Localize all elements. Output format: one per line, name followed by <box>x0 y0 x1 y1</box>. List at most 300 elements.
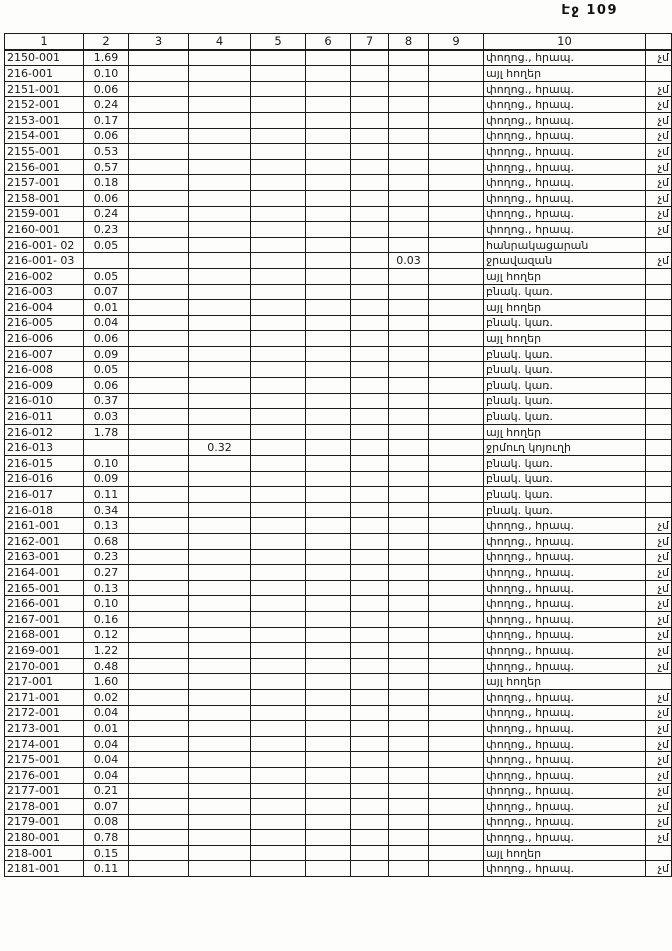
cell-col-7 <box>351 643 389 659</box>
cell-col-4 <box>189 845 251 861</box>
cell-col-2: 0.21 <box>84 783 129 799</box>
cell-col-5 <box>251 549 306 565</box>
cell-col-8 <box>389 705 429 721</box>
cell-col-9 <box>429 97 484 113</box>
table-row <box>5 456 672 472</box>
cell-col-6 <box>306 159 351 175</box>
cell-col-4 <box>189 580 251 596</box>
cell-col-3 <box>129 736 189 752</box>
cell-col-9 <box>429 253 484 269</box>
table-row <box>5 190 672 206</box>
cell-col-1: 216-010 <box>5 393 84 409</box>
cell-col-6 <box>306 814 351 830</box>
cell-col-10: փողոց., հրապ. <box>484 658 646 674</box>
cell-col-6 <box>306 144 351 160</box>
cell-col-3 <box>129 206 189 222</box>
cell-col-3 <box>129 50 189 66</box>
column-header: 2 <box>84 34 129 50</box>
cell-col-8 <box>389 674 429 690</box>
cell-col-5 <box>251 393 306 409</box>
table-row <box>5 611 672 627</box>
table-row <box>5 721 672 737</box>
cell-col-6 <box>306 565 351 581</box>
cell-col-8 <box>389 128 429 144</box>
cell-col-1: 216-011 <box>5 409 84 425</box>
cell-col-7 <box>351 268 389 284</box>
cell-col-3 <box>129 721 189 737</box>
cell-col-2: 0.06 <box>84 128 129 144</box>
cell-col-7 <box>351 300 389 316</box>
cell-col-6 <box>306 534 351 550</box>
cell-col-3 <box>129 674 189 690</box>
cell-col-5 <box>251 502 306 518</box>
cell-col-6 <box>306 284 351 300</box>
cell-col-2: 1.60 <box>84 674 129 690</box>
cell-col-5 <box>251 362 306 378</box>
margin-annotation <box>646 845 672 861</box>
cell-col-6 <box>306 50 351 66</box>
table-row <box>5 674 672 690</box>
cell-col-7 <box>351 315 389 331</box>
cell-col-5 <box>251 409 306 425</box>
cell-col-10: բնակ. կառ. <box>484 378 646 394</box>
cell-col-8: 0.03 <box>389 253 429 269</box>
cell-col-3 <box>129 658 189 674</box>
cell-col-4 <box>189 128 251 144</box>
cell-col-7 <box>351 814 389 830</box>
cell-col-2: 0.08 <box>84 814 129 830</box>
cell-col-8 <box>389 315 429 331</box>
cell-col-1: 216-003 <box>5 284 84 300</box>
table-row <box>5 424 672 440</box>
cell-col-4 <box>189 97 251 113</box>
cell-col-8 <box>389 50 429 66</box>
cell-col-6 <box>306 378 351 394</box>
margin-annotation: չմ <box>646 814 672 830</box>
cell-col-9 <box>429 721 484 737</box>
cell-col-1: 216-012 <box>5 424 84 440</box>
cell-col-7 <box>351 222 389 238</box>
table-row <box>5 378 672 394</box>
cell-col-3 <box>129 456 189 472</box>
cell-col-7 <box>351 378 389 394</box>
cell-col-2: 0.10 <box>84 66 129 82</box>
margin-annotation: չմ <box>646 144 672 160</box>
cell-col-5 <box>251 487 306 503</box>
cell-col-9 <box>429 424 484 440</box>
margin-annotation <box>646 440 672 456</box>
cell-col-7 <box>351 284 389 300</box>
cell-col-4 <box>189 144 251 160</box>
cell-col-6 <box>306 643 351 659</box>
cell-col-6 <box>306 721 351 737</box>
cell-col-1: 2168-001 <box>5 627 84 643</box>
cell-col-2: 0.34 <box>84 502 129 518</box>
cell-col-2: 0.27 <box>84 565 129 581</box>
cell-col-6 <box>306 752 351 768</box>
cell-col-5 <box>251 66 306 82</box>
cell-col-9 <box>429 736 484 752</box>
cell-col-9 <box>429 518 484 534</box>
cell-col-1: 216-002 <box>5 268 84 284</box>
cell-col-4 <box>189 518 251 534</box>
cell-col-6 <box>306 705 351 721</box>
cell-col-4 <box>189 66 251 82</box>
cell-col-10: այլ հողեր <box>484 300 646 316</box>
cell-col-10: փողոց., հրապ. <box>484 565 646 581</box>
cell-col-7 <box>351 611 389 627</box>
cell-col-8 <box>389 237 429 253</box>
cell-col-4 <box>189 674 251 690</box>
cell-col-5 <box>251 424 306 440</box>
cell-col-10: փողոց., հրապ. <box>484 206 646 222</box>
table-row <box>5 409 672 425</box>
cell-col-5 <box>251 346 306 362</box>
cell-col-1: 2150-001 <box>5 50 84 66</box>
cell-col-2: 0.78 <box>84 830 129 846</box>
cell-col-2: 0.04 <box>84 767 129 783</box>
cell-col-10: փողոց., հրապ. <box>484 159 646 175</box>
cell-col-9 <box>429 190 484 206</box>
cell-col-7 <box>351 627 389 643</box>
cell-col-5 <box>251 440 306 456</box>
cell-col-4 <box>189 799 251 815</box>
cell-col-2: 0.06 <box>84 331 129 347</box>
cell-col-6 <box>306 409 351 425</box>
cell-col-3 <box>129 393 189 409</box>
cell-col-6 <box>306 97 351 113</box>
cell-col-10: ջրավազան <box>484 253 646 269</box>
cell-col-10: այլ հողեր <box>484 674 646 690</box>
cell-col-3 <box>129 159 189 175</box>
table-row <box>5 534 672 550</box>
page-number-label: Էջ 109 <box>561 3 618 18</box>
table-row <box>5 580 672 596</box>
margin-annotation <box>646 346 672 362</box>
cell-col-10: փողոց., հրապ. <box>484 643 646 659</box>
cell-col-1: 2165-001 <box>5 580 84 596</box>
margin-annotation <box>646 300 672 316</box>
cell-col-1: 216-001- 03 <box>5 253 84 269</box>
cell-col-1: 216-009 <box>5 378 84 394</box>
cell-col-4 <box>189 658 251 674</box>
cell-col-2: 0.23 <box>84 222 129 238</box>
cell-col-9 <box>429 222 484 238</box>
cell-col-10: բնակ. կառ. <box>484 487 646 503</box>
cell-col-1: 2181-001 <box>5 861 84 877</box>
cell-col-8 <box>389 409 429 425</box>
cell-col-4 <box>189 378 251 394</box>
table-row <box>5 50 672 66</box>
cell-col-2: 0.04 <box>84 705 129 721</box>
cell-col-9 <box>429 128 484 144</box>
cell-col-5 <box>251 534 306 550</box>
cell-col-10: ջրմուղ կոյուղի <box>484 440 646 456</box>
column-header: 10 <box>484 34 646 50</box>
cell-col-8 <box>389 190 429 206</box>
cell-col-7 <box>351 144 389 160</box>
cell-col-5 <box>251 705 306 721</box>
cell-col-4 <box>189 861 251 877</box>
cell-col-9 <box>429 346 484 362</box>
cell-col-10: այլ հողեր <box>484 66 646 82</box>
cell-col-3 <box>129 362 189 378</box>
cell-col-9 <box>429 362 484 378</box>
cell-col-10: փողոց., հրապ. <box>484 799 646 815</box>
cell-col-9 <box>429 814 484 830</box>
cell-col-9 <box>429 627 484 643</box>
margin-annotation: չմ <box>646 128 672 144</box>
cell-col-8 <box>389 471 429 487</box>
cell-col-3 <box>129 378 189 394</box>
cell-col-6 <box>306 799 351 815</box>
table-row <box>5 300 672 316</box>
cell-col-5 <box>251 378 306 394</box>
cell-col-6 <box>306 346 351 362</box>
cell-col-8 <box>389 814 429 830</box>
cell-col-7 <box>351 721 389 737</box>
cell-col-9 <box>429 596 484 612</box>
cell-col-9 <box>429 440 484 456</box>
cell-col-8 <box>389 331 429 347</box>
cell-col-1: 216-001 <box>5 66 84 82</box>
margin-annotation <box>646 362 672 378</box>
cell-col-5 <box>251 222 306 238</box>
cell-col-8 <box>389 721 429 737</box>
cell-col-3 <box>129 66 189 82</box>
cell-col-9 <box>429 378 484 394</box>
cell-col-4 <box>189 814 251 830</box>
cell-col-1: 2171-001 <box>5 689 84 705</box>
cell-col-3 <box>129 268 189 284</box>
cell-col-2: 0.04 <box>84 752 129 768</box>
cell-col-7 <box>351 845 389 861</box>
table-row <box>5 830 672 846</box>
cell-col-6 <box>306 471 351 487</box>
cell-col-4 <box>189 190 251 206</box>
cell-col-3 <box>129 752 189 768</box>
cell-col-10: հանրակացարան <box>484 237 646 253</box>
margin-annotation: չմ <box>646 222 672 238</box>
cell-col-7 <box>351 175 389 191</box>
cell-col-7 <box>351 534 389 550</box>
cell-col-10: փողոց., հրապ. <box>484 580 646 596</box>
table-row <box>5 237 672 253</box>
cell-col-5 <box>251 674 306 690</box>
cell-col-10: փողոց., հրապ. <box>484 689 646 705</box>
cell-col-2: 0.01 <box>84 721 129 737</box>
table-row <box>5 97 672 113</box>
cell-col-8 <box>389 144 429 160</box>
cell-col-5 <box>251 159 306 175</box>
cell-col-5 <box>251 783 306 799</box>
cell-col-6 <box>306 549 351 565</box>
table-row <box>5 159 672 175</box>
cell-col-8 <box>389 861 429 877</box>
cell-col-4 <box>189 175 251 191</box>
cell-col-2: 0.13 <box>84 580 129 596</box>
cell-col-9 <box>429 580 484 596</box>
cell-col-5 <box>251 580 306 596</box>
margin-annotation <box>646 315 672 331</box>
cell-col-4 <box>189 752 251 768</box>
cell-col-8 <box>389 300 429 316</box>
cell-col-9 <box>429 50 484 66</box>
cell-col-8 <box>389 424 429 440</box>
cell-col-10: այլ հողեր <box>484 845 646 861</box>
cell-col-7 <box>351 658 389 674</box>
cell-col-1: 216-016 <box>5 471 84 487</box>
cell-col-5 <box>251 331 306 347</box>
table-row <box>5 627 672 643</box>
cell-col-10: բնակ. կառ. <box>484 393 646 409</box>
table-row <box>5 471 672 487</box>
cell-col-3 <box>129 253 189 269</box>
cell-col-10: փողոց., հրապ. <box>484 611 646 627</box>
cell-col-6 <box>306 830 351 846</box>
margin-annotation: չմ <box>646 81 672 97</box>
cell-col-8 <box>389 736 429 752</box>
cell-col-1: 2163-001 <box>5 549 84 565</box>
cell-col-6 <box>306 190 351 206</box>
cell-col-10: փողոց., հրապ. <box>484 767 646 783</box>
cell-col-4 <box>189 689 251 705</box>
cell-col-6 <box>306 222 351 238</box>
cell-col-9 <box>429 66 484 82</box>
cell-col-10: այլ հողեր <box>484 331 646 347</box>
cell-col-3 <box>129 237 189 253</box>
cell-col-1: 2160-001 <box>5 222 84 238</box>
cell-col-9 <box>429 409 484 425</box>
cell-col-9 <box>429 237 484 253</box>
cell-col-8 <box>389 658 429 674</box>
cell-col-8 <box>389 549 429 565</box>
cell-col-7 <box>351 66 389 82</box>
cell-col-7 <box>351 674 389 690</box>
cell-col-10: փողոց., հրապ. <box>484 534 646 550</box>
cell-col-7 <box>351 549 389 565</box>
cell-col-4 <box>189 596 251 612</box>
cell-col-10: փողոց., հրապ. <box>484 50 646 66</box>
column-header: 7 <box>351 34 389 50</box>
margin-annotation: չմ <box>646 190 672 206</box>
cell-col-2 <box>84 440 129 456</box>
column-header: 1 <box>5 34 84 50</box>
cell-col-6 <box>306 393 351 409</box>
table-row <box>5 222 672 238</box>
cell-col-5 <box>251 190 306 206</box>
cell-col-3 <box>129 97 189 113</box>
cell-col-9 <box>429 315 484 331</box>
margin-annotation: չմ <box>646 549 672 565</box>
cell-col-8 <box>389 518 429 534</box>
table-row <box>5 487 672 503</box>
cell-col-6 <box>306 487 351 503</box>
cell-col-10: փողոց., հրապ. <box>484 112 646 128</box>
table-row <box>5 767 672 783</box>
cell-col-6 <box>306 440 351 456</box>
cell-col-6 <box>306 689 351 705</box>
margin-annotation: չմ <box>646 752 672 768</box>
cell-col-6 <box>306 580 351 596</box>
cell-col-7 <box>351 861 389 877</box>
cell-col-9 <box>429 674 484 690</box>
margin-annotation: չմ <box>646 830 672 846</box>
cell-col-8 <box>389 783 429 799</box>
cell-col-6 <box>306 268 351 284</box>
cell-col-6 <box>306 300 351 316</box>
cell-col-1: 2180-001 <box>5 830 84 846</box>
cell-col-5 <box>251 300 306 316</box>
table-row <box>5 346 672 362</box>
cell-col-1: 216-018 <box>5 502 84 518</box>
table-row <box>5 752 672 768</box>
cell-col-3 <box>129 81 189 97</box>
cell-col-5 <box>251 643 306 659</box>
cell-col-1: 2179-001 <box>5 814 84 830</box>
margin-annotation <box>646 487 672 503</box>
cell-col-1: 216-013 <box>5 440 84 456</box>
column-header: 9 <box>429 34 484 50</box>
cell-col-2: 0.04 <box>84 736 129 752</box>
margin-annotation: չմ <box>646 596 672 612</box>
cell-col-7 <box>351 237 389 253</box>
cell-col-4 <box>189 206 251 222</box>
table-row <box>5 175 672 191</box>
table-row <box>5 736 672 752</box>
margin-annotation: չմ <box>646 253 672 269</box>
cell-col-2: 0.09 <box>84 471 129 487</box>
cell-col-4 <box>189 830 251 846</box>
cell-col-10: փողոց., հրապ. <box>484 814 646 830</box>
cell-col-3 <box>129 331 189 347</box>
cell-col-4 <box>189 331 251 347</box>
cell-col-7 <box>351 736 389 752</box>
cell-col-5 <box>251 752 306 768</box>
cell-col-7 <box>351 471 389 487</box>
cell-col-1: 2173-001 <box>5 721 84 737</box>
cell-col-8 <box>389 112 429 128</box>
cell-col-3 <box>129 783 189 799</box>
cell-col-4 <box>189 705 251 721</box>
cell-col-7 <box>351 97 389 113</box>
cell-col-8 <box>389 596 429 612</box>
cell-col-4 <box>189 611 251 627</box>
cell-col-7 <box>351 456 389 472</box>
cell-col-6 <box>306 658 351 674</box>
cell-col-10: փողոց., հրապ. <box>484 705 646 721</box>
cell-col-3 <box>129 440 189 456</box>
cell-col-1: 2166-001 <box>5 596 84 612</box>
cell-col-8 <box>389 627 429 643</box>
cell-col-5 <box>251 128 306 144</box>
cell-col-5 <box>251 767 306 783</box>
cell-col-2: 0.23 <box>84 549 129 565</box>
cell-col-2: 0.53 <box>84 144 129 160</box>
cell-col-3 <box>129 830 189 846</box>
cell-col-7 <box>351 206 389 222</box>
cell-col-5 <box>251 736 306 752</box>
cell-col-3 <box>129 222 189 238</box>
margin-annotation: չմ <box>646 689 672 705</box>
margin-annotation: չմ <box>646 159 672 175</box>
cell-col-4 <box>189 767 251 783</box>
cell-col-8 <box>389 393 429 409</box>
cell-col-10: փողոց., հրապ. <box>484 549 646 565</box>
cell-col-1: 2158-001 <box>5 190 84 206</box>
table-row <box>5 783 672 799</box>
cell-col-5 <box>251 97 306 113</box>
